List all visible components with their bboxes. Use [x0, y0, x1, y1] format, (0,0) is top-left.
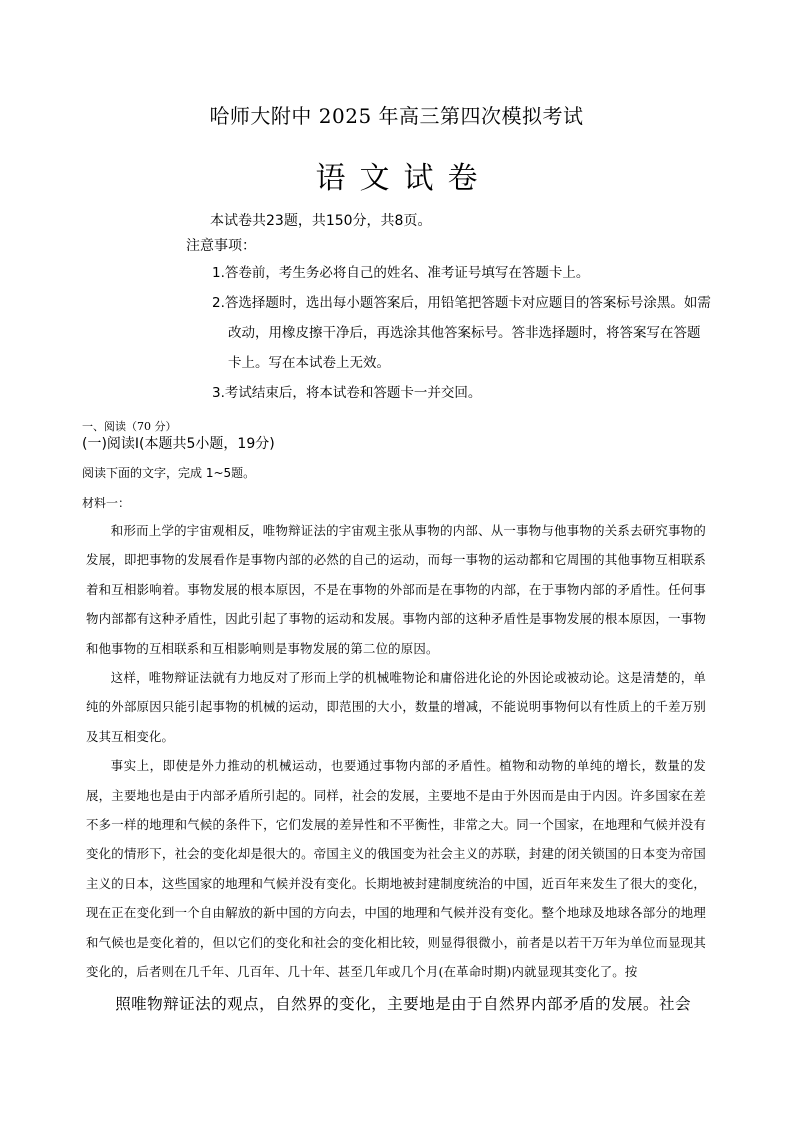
notice-item-1: 1.答卷前，考生务必将自己的姓名、准考证号填写在答题卡上。: [212, 265, 590, 281]
notice-list: [212, 258, 712, 408]
section-heading: 一、阅读（70 分）: [82, 420, 177, 433]
notice-heading: 注意事项：: [186, 238, 256, 254]
passage-body: [86, 516, 706, 1020]
paper-title: 语文试卷: [315, 161, 492, 196]
subsection-heading: (一)阅读Ⅰ(本题共5小题，19分): [82, 436, 275, 452]
notice-item-3: 3.考试结束后，将本试卷和答题卡一并交回。: [212, 385, 482, 401]
passage-paragraph-1: 和形而上学的宇宙观相反，唯物辩证法的宇宙观主张从事物的内部、从一事物与他事物的关系去研究事物的发展，即把事物的发展看作是事物内部的必然的自己的运动，而每一事物的运动都和它周围的其他事物互相联系着和互相影响着。事物发展的根本原因，不是在事物的外部而是在事物的内部，在于事物内部的矛盾性。任何事物内部都有这种矛盾性，因此引起了事物的运动和发展。事物内部的这种矛盾性是事物发展的根本原因，一事物和他事物的互相联系和互相影响则是事物发展的第二位的原因。: [86, 523, 706, 656]
reading-instruction: 阅读下面的文字，完成 1~5题。: [82, 466, 256, 480]
passage-paragraph-3: 事实上，即使是外力推动的机械运动，也要通过事物内部的矛盾性。植物和动物的单纯的增长，数量的发展，主要地也是由于内部矛盾所引起的。同样，社会的发展，主要地不是由于外因而是由于内因。许多国家在差不多一样的地理和气候的条件下，它们发展的差异性和不平衡性，非常之大。同一个国家，在地理和气候并没有变化的情形下，社会的变化却是很大的。帝国主义的俄国变为社会主义的苏联，封建的闭关锁国的日本变为帝国主义的日本，这些国家的地理和气候并没有变化。长期地被封建制度统治的中国，近百年来发生了很大的变化，现在正在变化到一个自由解放的新中国的方向去，中国的地理和气候并没有变化。整个地球及地球各部分的地理和气候也是变化着的，但以它们的变化和社会的变化相比较，则显得很微小，前者是以若干万年为单位而显现其变化的，后者则在几千年、几百年、几十年、甚至几年或几个月(在革命时期)内就显现其变化了。按: [86, 758, 706, 980]
passage-paragraph-2: 这样，唯物辩证法就有力地反对了形而上学的机械唯物论和庸俗进化论的外因论或被动论。这是清楚的，单纯的外部原因只能引起事物的机械的运动，即范围的大小，数量的增减，不能说明事物何以有性质上的千差万别及其互相变化。: [86, 670, 706, 744]
passage-paragraph-4: 照唯物辩证法的观点，自然界的变化，主要地是由于自然界内部矛盾的发展。社会: [115, 994, 691, 1013]
material-label: 材料一：: [82, 496, 131, 510]
notice-item-2: 2.答选择题时，选出每小题答案后，用铅笔把答题卡对应题目的答案标号涂黑。如需改动，用橡皮擦干净后，再选涂其他答案标号。答非选择题时，将答案写在答题卡上。写在本试卷上无效。: [212, 295, 711, 371]
paper-info: 本试卷共23题，共150分，共8页。: [210, 213, 432, 229]
school-title: 哈师大附中 2025 年高三第四次模拟考试: [209, 104, 584, 128]
